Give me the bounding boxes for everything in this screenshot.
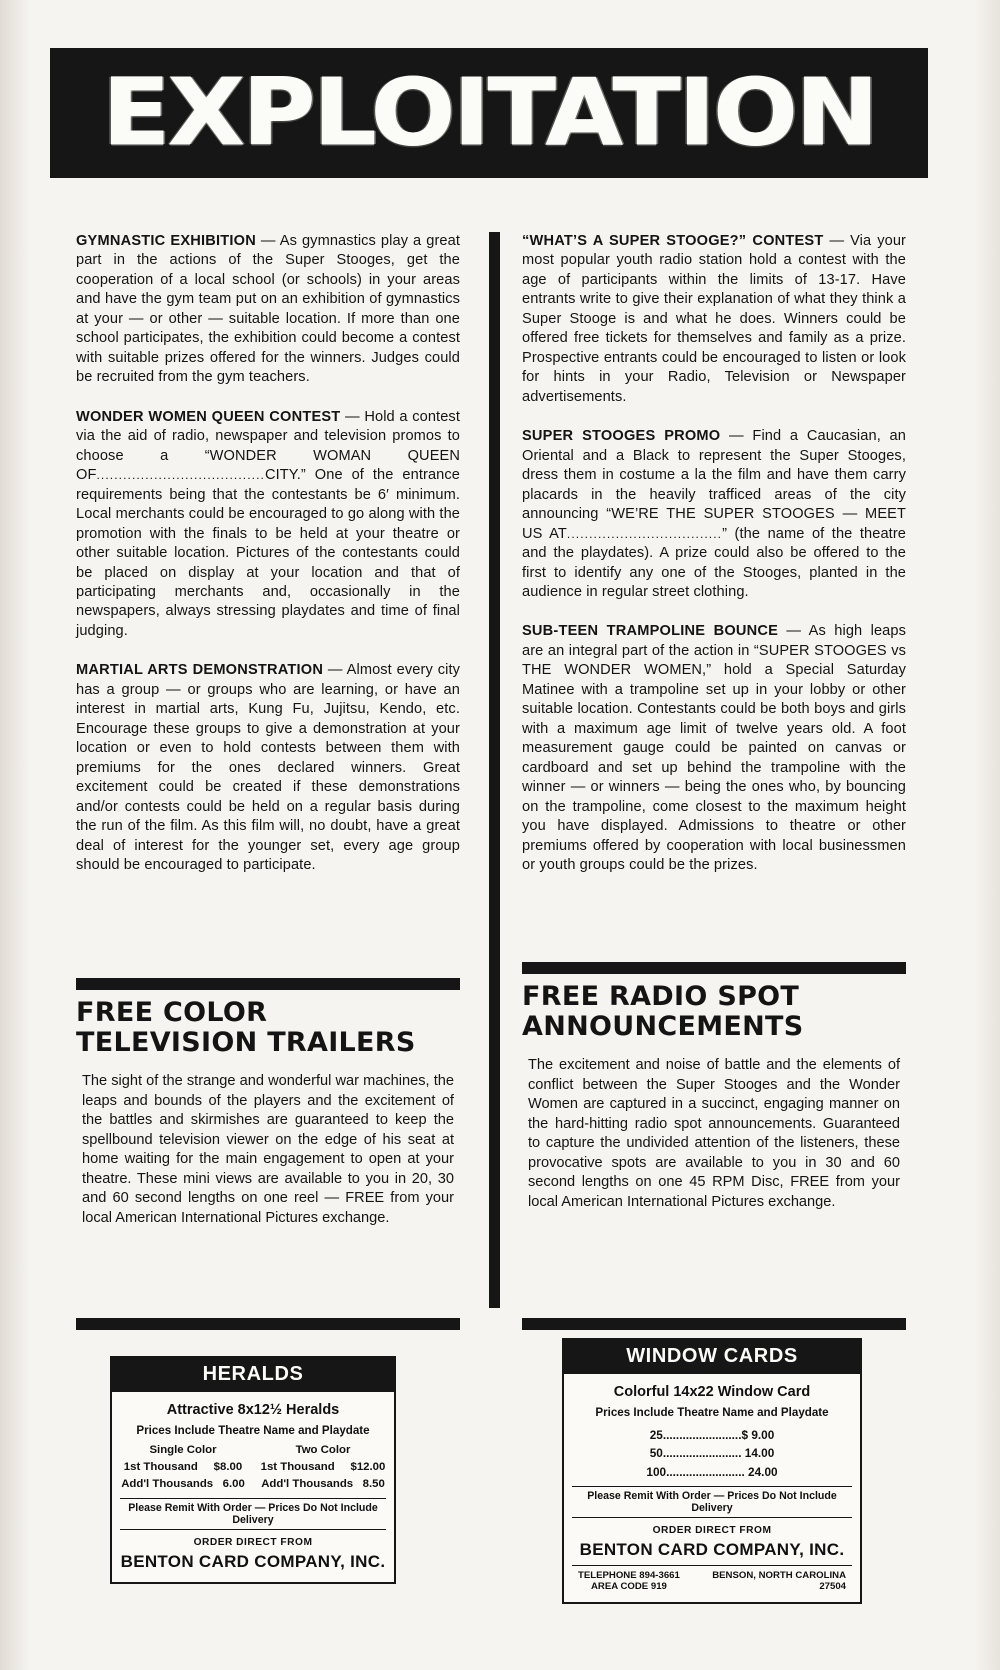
section-rule-left [76,978,460,990]
section-heading-line-1: FREE COLOR [76,997,268,1028]
section-heading-line-2: TELEVISION TRAILERS [76,1027,416,1059]
order-box-title: Colorful 14x22 Window Card [613,1384,811,1400]
bottom-rule-right [522,1318,906,1330]
article-whats-a-super-stooge-contest [522,232,906,407]
row-price: 6.00 [222,1478,245,1491]
order-box-remit-note: Please Remit With Order — Prices Do Not Include Delivery [572,1486,852,1518]
area-code: AREA CODE 919 [590,1580,667,1592]
masthead-banner [50,48,928,178]
price-cell-single-addl [120,1476,246,1493]
section-heading [76,998,460,1058]
section-heading-line-2: ANNOUNCEMENTS [522,1011,804,1043]
order-box-window-cards [562,1338,862,1604]
city-state: BENSON, NORTH CAROLINA [712,1569,846,1581]
section-body: The sight of the strange and wonderful war machines, the leaps and bounds of the players and the excitement of the battles and skirmishes are guaranteed to keep the spellbound television viewer on the edge of his seat at home waiting for the main engagement to open at your theatre. These mini views are available to you in 20, 30 and 60 second lengths on one reel — FREE from your local American International Pictures exchange. [82,1073,454,1226]
column-header-two-color: Two Color [295,1444,351,1456]
order-box-heralds [110,1356,396,1584]
table-row [120,1459,386,1476]
order-box-subtitle: Prices Include Theatre Name and Playdate [595,1406,829,1419]
order-box-title: Attractive 8x12½ Heralds [166,1402,340,1418]
order-box-header: WINDOW CARDS [564,1340,860,1374]
section-body: The excitement and noise of battle and the elements of conflict between the Super Stooges and the Wonder Women are captured in a succinct, engaging manner on the hard-hitting radio spot announcements. Guaranteed to capture the undivided attention of the listeners, these provocative spots are available to you in 30 and 60 second lengths on one 45 RPM Disc, FREE from your local American International Pictures exchange. [528,1057,900,1210]
article-lead: MARTIAL ARTS DEMONSTRATION [76,662,324,679]
column-header-single-color: Single Color [149,1444,217,1456]
row-price: $12.00 [350,1461,386,1473]
page-title: EXPLOITATION [101,59,877,166]
article-wonder-women-queen-contest [76,408,460,642]
article-lead: WONDER WOMEN QUEEN CONTEST [76,408,341,425]
order-box-remit-note: Please Remit With Order — Prices Do Not Include Delivery [120,1498,386,1530]
section-free-radio-spot-announcements [522,982,906,1212]
row-label: 1st Thousand [260,1461,335,1473]
article-martial-arts-demonstration [76,661,460,875]
article-lead: SUPER STOOGES PROMO [522,428,721,445]
article-super-stooges-promo [522,427,906,602]
article-body: — As high leaps are an integral part of the action in “SUPER STOOGES vs THE WONDER WOMEN,” hold a Special Saturday Matinee with a trampoline set up in your lobby or other suitable location. Contestants could be both boys and girls with a maximum age limit of twelve years old. A foot measurement gauge could be painted on canvas or cardboard and set up behind the trampoline with the winner — or winners — being the ones who, by bouncing on the trampoline, come closest to the maximum height you have displayed. Admissions to theatre or other premiums offered by cooperation with local businessmen or youth groups could be the prizes. [522,623,906,874]
article-body: — Hold a contest via the aid of radio, newspaper and television promos to choose a “WONDER WOMAN QUEEN OF [76,408,460,484]
order-box-header: HERALDS [112,1358,394,1392]
article-lead: “WHAT’S A SUPER STOOGE?” CONTEST [522,233,824,249]
order-box-contact [572,1565,852,1592]
row-price: $8.00 [213,1461,243,1473]
order-box-subtitle: Prices Include Theatre Name and Playdate [136,1424,370,1437]
price-cell-two-1st [260,1459,386,1476]
row-price: 8.50 [362,1478,385,1491]
article-body: — Via your most popular youth radio station hold a contest with the age of participants within the limits of 13-17. Have entrants write to give their explanation of what they think a Super Stooge is and what he does. Winners could be offered free tickets for themselves and family as a prize. Prospective entrants could be encouraged to listen or look for hints in your Radio, Television or Newspaper advertisements. [522,233,906,405]
order-box-column-headers [120,1444,386,1456]
bottom-rule-left [76,1318,460,1330]
article-lead: SUB-TEEN TRAMPOLINE BOUNCE [522,623,779,640]
price-row-50: 50........................ 14.00 [649,1446,775,1461]
order-box-body [564,1374,860,1602]
fill-in-blank-dots: ...................................... [96,468,265,483]
telephone: TELEPHONE 894-3661 [578,1569,680,1581]
price-cell-single-1st [120,1459,246,1476]
row-label: Add'l Thousands [261,1478,354,1491]
article-body: — As gymnastics play a great part in the actions of the Super Stooges, get the cooperation of a local school (or schools) in your areas and have the gym team put on an exhibition of gymnastics at your — or other — suitable location. If more than one school participates, the exhibition could become a contest with suitable prizes offered for the winners. Judges could be recruited from the gym teachers. [76,233,460,386]
table-row [120,1476,386,1493]
order-box-body [112,1392,394,1582]
zip-code: 27504 [819,1580,846,1592]
order-box-order-direct: ORDER DIRECT FROM [652,1524,772,1536]
section-rule-right [522,962,906,974]
order-box-order-direct: ORDER DIRECT FROM [193,1537,313,1549]
price-cell-two-addl [260,1476,386,1493]
section-heading-line-1: FREE RADIO SPOT [522,981,800,1012]
column-divider [489,232,500,1308]
article-body-continued: CITY.” One of the entrance requirements being that the contestants be 6′ minimum. Local merchants could be encouraged to go along with the promotion with the finals to be held at your theatre or other suitable location. Pictures of the contestants could be placed on display at your location and that of participating merchants and, occasionally in the newspapers, always stressing playdates and time of final judging. [76,467,460,639]
article-gymnastic-exhibition [76,232,460,388]
contact-left [578,1570,680,1592]
section-free-color-television-trailers [76,998,460,1228]
contact-right [712,1570,846,1592]
section-heading [522,982,906,1042]
article-lead: GYMNASTIC EXHIBITION [76,233,256,249]
right-column [522,232,906,896]
row-label: 1st Thousand [123,1461,198,1473]
left-column [76,232,460,896]
price-row-25: 25........................$ 9.00 [649,1428,775,1442]
article-body: — Find a Caucasian, an Oriental and a Black to represent the Super Stooges, dress them in costume a la the film and have them carry placards in the heavily trafficed areas of the city announcing “WE’RE THE SUPER STOOGES — MEET US AT [522,428,906,542]
order-box-company: BENTON CARD COMPANY, INC. [120,1552,386,1572]
row-label: Add'l Thousands [121,1478,214,1491]
article-body: — Almost every city has a group — or groups who are learning, or have an interest in martial arts, Kung Fu, Jujitsu, Kendo, etc. Encourage these groups to give a demonstration at your location or even to hold contests between them with premiums for the ones declared winners. Great excitement could be created if these demonstrations and/or contests could be held on a regular basis during the run of the film. As this film will, no doubt, have a great deal of interest for the younger set, every age group should be encouraged to participate. [76,662,460,874]
price-row-100: 100........................ 24.00 [646,1464,778,1479]
article-body-continued: ” (the name of the theatre and the playdates). A prize could also be offered to the first to identify any one of the Stooges, planted in the audience in regular street clothing. [522,525,907,600]
order-box-price-rows [120,1459,386,1493]
order-box-company: BENTON CARD COMPANY, INC. [579,1539,845,1559]
fill-in-blank-dots: ................................... [566,526,723,541]
article-sub-teen-trampoline-bounce [522,622,906,875]
